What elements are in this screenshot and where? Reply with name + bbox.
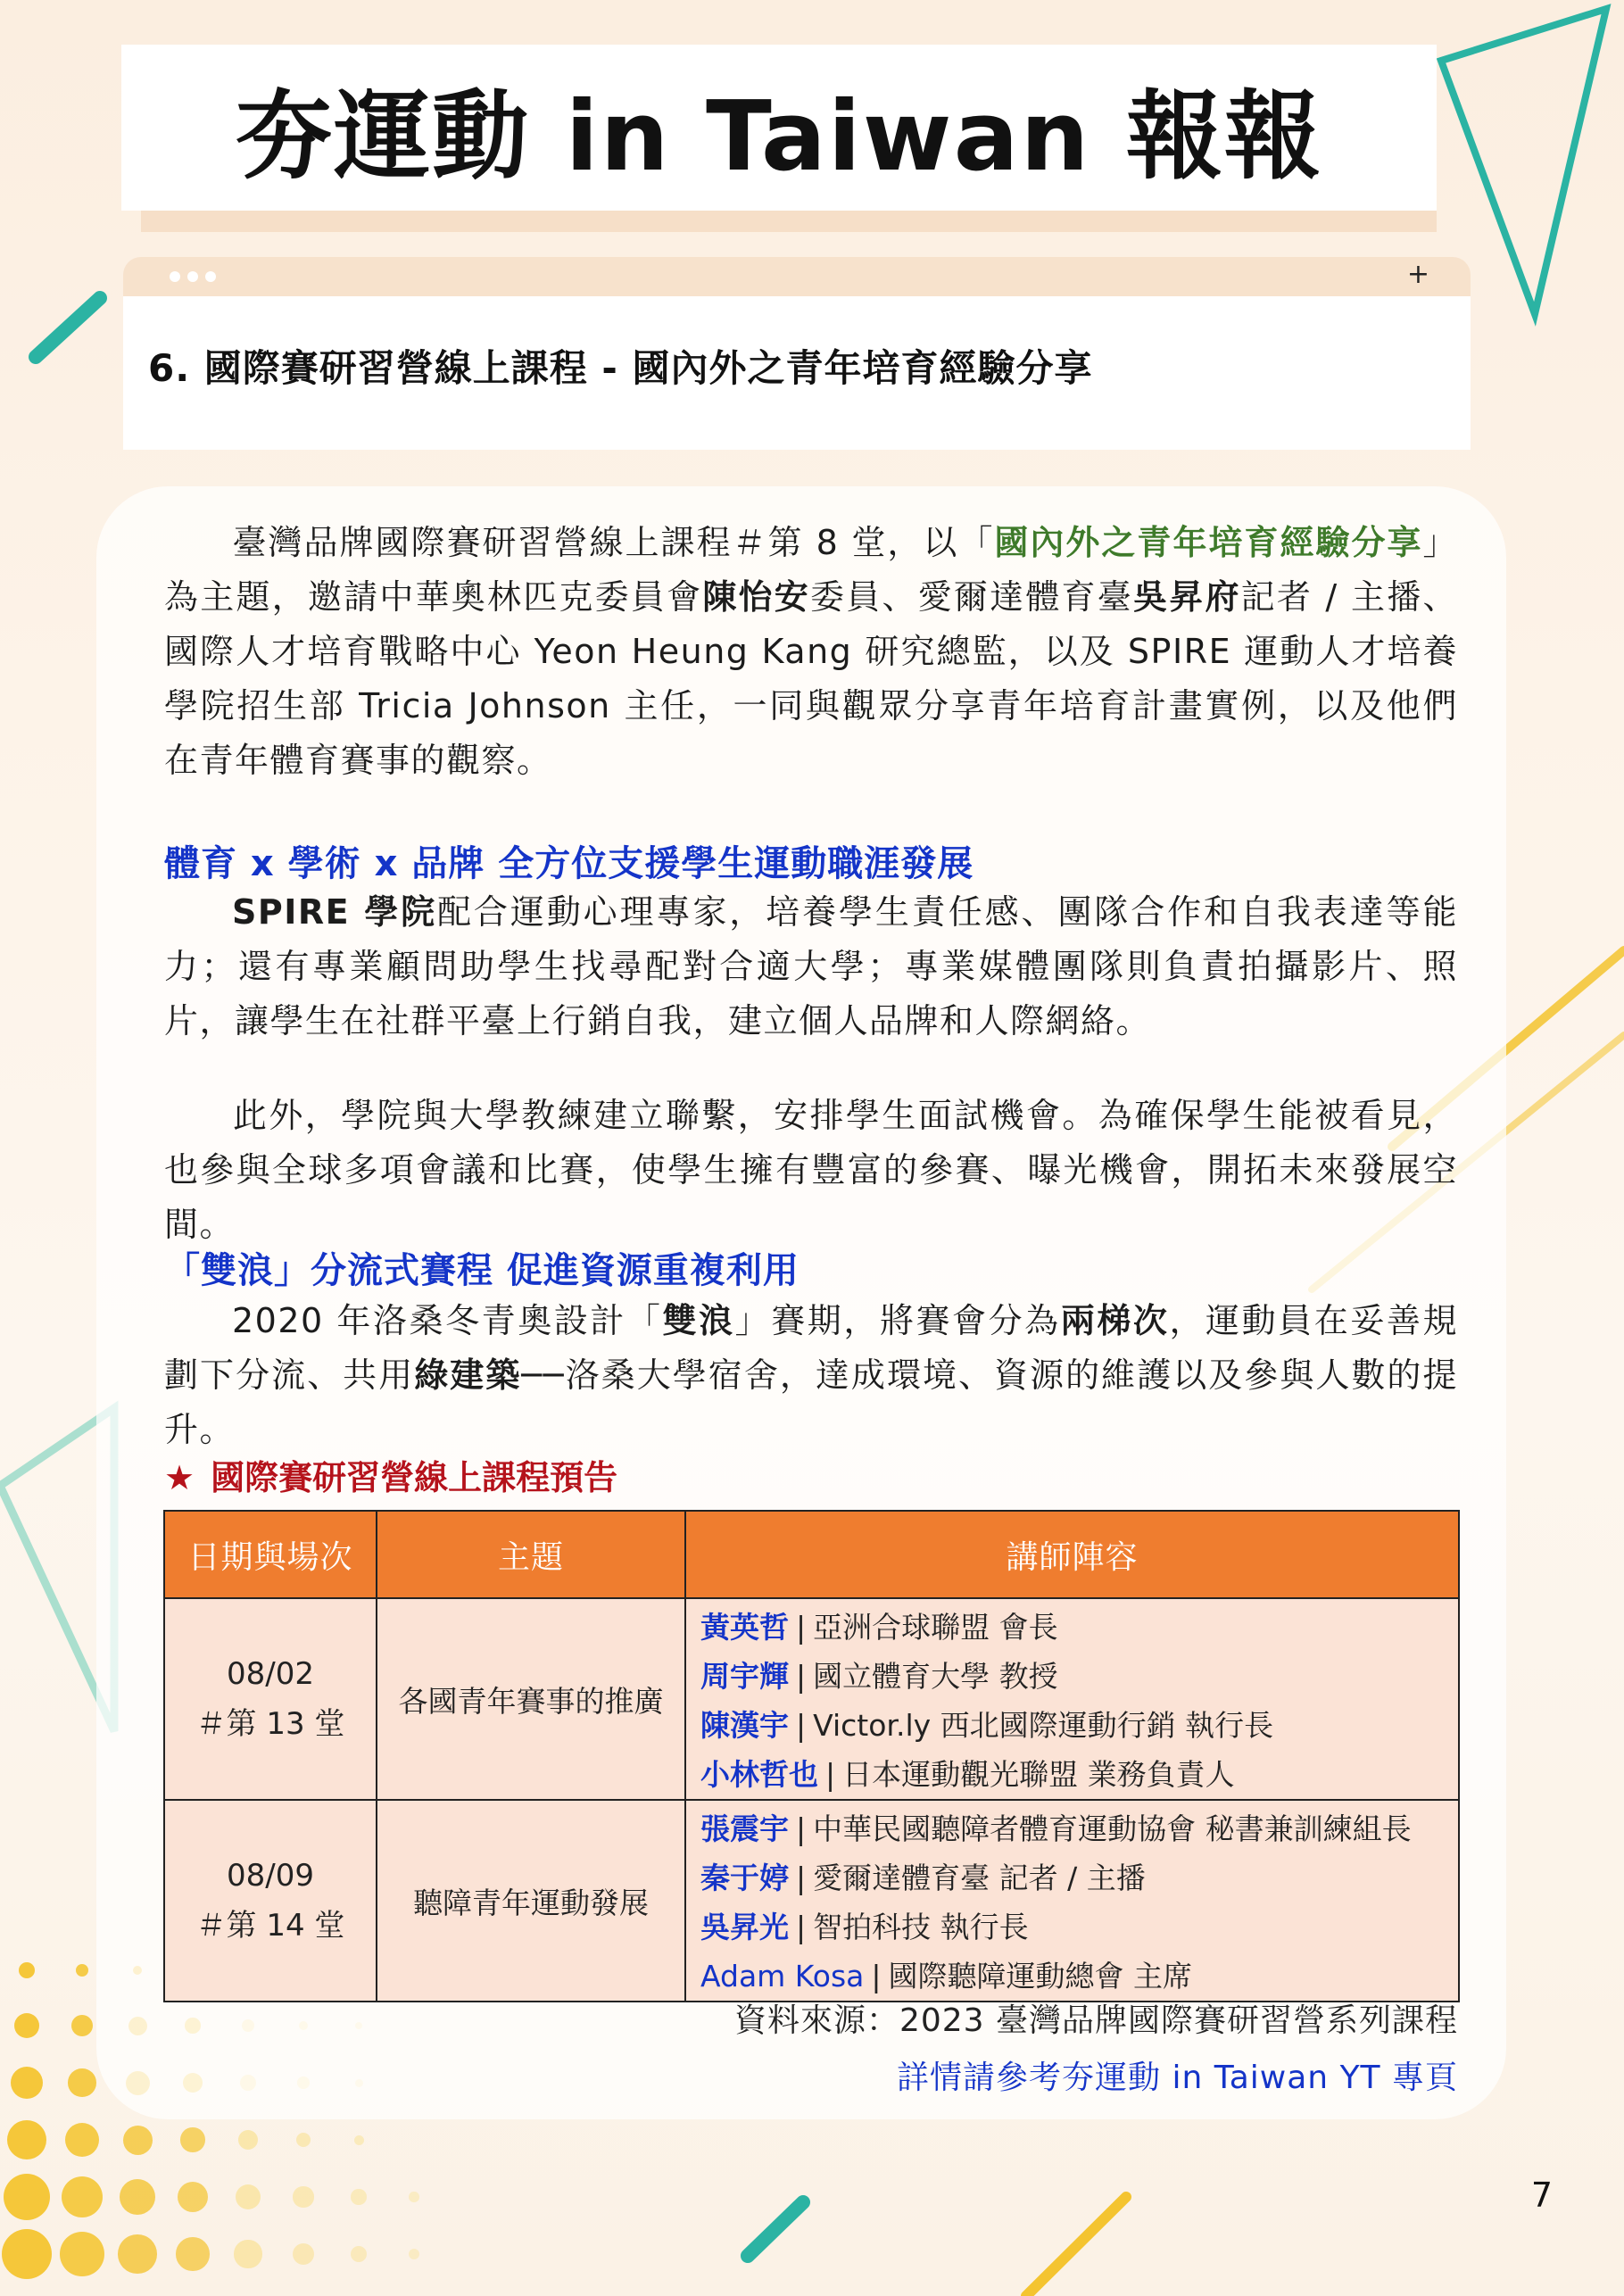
session-date-cell: 08/09 ＃第 14 堂 (164, 1800, 377, 2002)
halftone-dot (19, 1962, 35, 1978)
college-paragraph: 此外，學院與大學教練建立聯繫，安排學生面試機會。為確保學生能被看見，也參與全球多項會議和比賽，使學生擁有豐富的參賽、曝光機會，開拓未來發展空間。 (164, 1096, 1458, 1244)
table-header-topic: 主題 (377, 1511, 685, 1598)
window-dot-icon (187, 271, 198, 282)
halftone-dot (14, 2013, 39, 2038)
session-topic: 聽障青年運動發展 (377, 1800, 685, 2002)
lausanne-paragraph: 2020 年洛桑冬青奧設計「雙浪」賽期，將賽會分為兩梯次，運動員在妥善規劃下分流、共用綠建築──洛桑大學宿舍，達成環境、資源的維護以及參與人數的提升。 (164, 1301, 1458, 1449)
source-note: 資料來源：2023 臺灣品牌國際賽研習營系列課程 (733, 2002, 1458, 2039)
halftone-dot (176, 2237, 209, 2270)
spire-paragraph: SPIRE 學院配合運動心理專家，培養學生責任感、團隊合作和自我表達等能力；還有專業顧問助學生找尋配對合適大學；專業媒體團隊則負責拍攝影片、照片，讓學生在社群平臺上行銷自我，建立個人品牌和人際網絡。 (164, 892, 1458, 1040)
lecturer-entry: 小林哲也 | 日本運動觀光聯盟 業務負責人 (700, 1757, 1235, 1792)
halftone-dot (409, 2192, 419, 2202)
lecturer-entry: 吳昇光 | 智拍科技 執行長 (700, 1910, 1029, 1944)
halftone-dot (60, 2232, 104, 2276)
lecturer-entry: 陳漢宇 | Victor.ly 西北國際運動行銷 執行長 (700, 1708, 1274, 1743)
title-shadow (141, 211, 1437, 232)
subheading-double-wave: 「雙浪」分流式賽程 促進資源重複利用 (164, 1250, 800, 1291)
table-header-row (164, 1511, 1459, 1598)
window-dot-icon (170, 271, 180, 282)
lecturer-cell (685, 1598, 1459, 1800)
halftone-dot (238, 2130, 258, 2150)
star-icon: ★ (164, 1458, 195, 1497)
halftone-dot (180, 2127, 205, 2152)
halftone-dot (234, 2240, 261, 2267)
lecturer-entry: 周宇輝 | 國立體育大學 教授 (700, 1659, 1058, 1694)
section-heading: 6. 國際賽研習營線上課程 - 國內外之青年培育經驗分享 (148, 346, 1093, 390)
session-topic: 各國青年賽事的推廣 (377, 1598, 685, 1800)
halftone-dot (7, 2120, 46, 2159)
lecturer-entry: 秦于婷 | 愛爾達體育臺 記者 / 主播 (700, 1861, 1146, 1895)
youtube-reference-link[interactable]: 詳情請參考夯運動 in Taiwan YT 專頁 (897, 2060, 1458, 2096)
halftone-dot (123, 2126, 153, 2155)
session-date-cell: 08/02 ＃第 13 堂 (164, 1598, 377, 1800)
table-header-lecturers: 講師陣容 (685, 1511, 1459, 1598)
halftone-dot (351, 2189, 366, 2204)
halftone-dot (118, 2234, 157, 2274)
section-window-bar (123, 257, 1471, 296)
title-banner (121, 45, 1437, 211)
lecturer-entry: Adam Kosa | 國際聽障運動總會 主席 (700, 1959, 1193, 1993)
lecturer-entry: 黃英哲 | 亞洲合球聯盟 會長 (700, 1610, 1058, 1645)
lecturer-entry: 張震宇 | 中華民國聽障者體育運動協會 秘書兼訓練組長 (700, 1811, 1412, 1846)
subheading-support: 體育 x 學術 x 品牌 全方位支援學生運動職涯發展 (164, 843, 974, 884)
teal-dash-decoration (748, 2202, 803, 2256)
halftone-dot (68, 2068, 96, 2097)
lecturer-cell (685, 1800, 1459, 2002)
course-schedule-table (163, 1510, 1460, 2002)
halftone-dot (4, 2174, 50, 2220)
page-title: 夯運動 in Taiwan 報報 (236, 80, 1322, 193)
course-preview-heading: ★ 國際賽研習營線上課程預告 (164, 1458, 618, 1497)
intro-paragraph: 臺灣品牌國際賽研習營線上課程＃第 8 堂，以「國內外之青年培育經驗分享」為主題，邀請中華奧林匹克委員會陳怡安委員、愛爾達體育臺吳昇府記者 / 主播、國際人才培育戰略中心 Yeon Heung Kang 研究總監，以及 SPIRE 運動人才培養學院招生部 Tricia Johnson 主任，一同與觀眾分享青年培育計畫實例，以及他們在青年體育賽事的觀察。 (164, 523, 1458, 780)
table-header-date: 日期與場次 (164, 1511, 377, 1598)
halftone-dot (120, 2179, 155, 2215)
yellow-line-decoration (1026, 2197, 1126, 2296)
halftone-dot (62, 2176, 103, 2217)
halftone-dot (11, 2067, 43, 2099)
halftone-dot (293, 2186, 313, 2207)
halftone-dot (2, 2229, 52, 2279)
page-number: 7 (1530, 2176, 1553, 2215)
table-row (164, 1598, 1459, 1800)
teal-dash-decoration (36, 298, 100, 357)
plus-icon: + (1406, 259, 1429, 290)
halftone-dot (354, 2135, 364, 2145)
window-dot-icon (205, 271, 216, 282)
table-row (164, 1800, 1459, 2002)
